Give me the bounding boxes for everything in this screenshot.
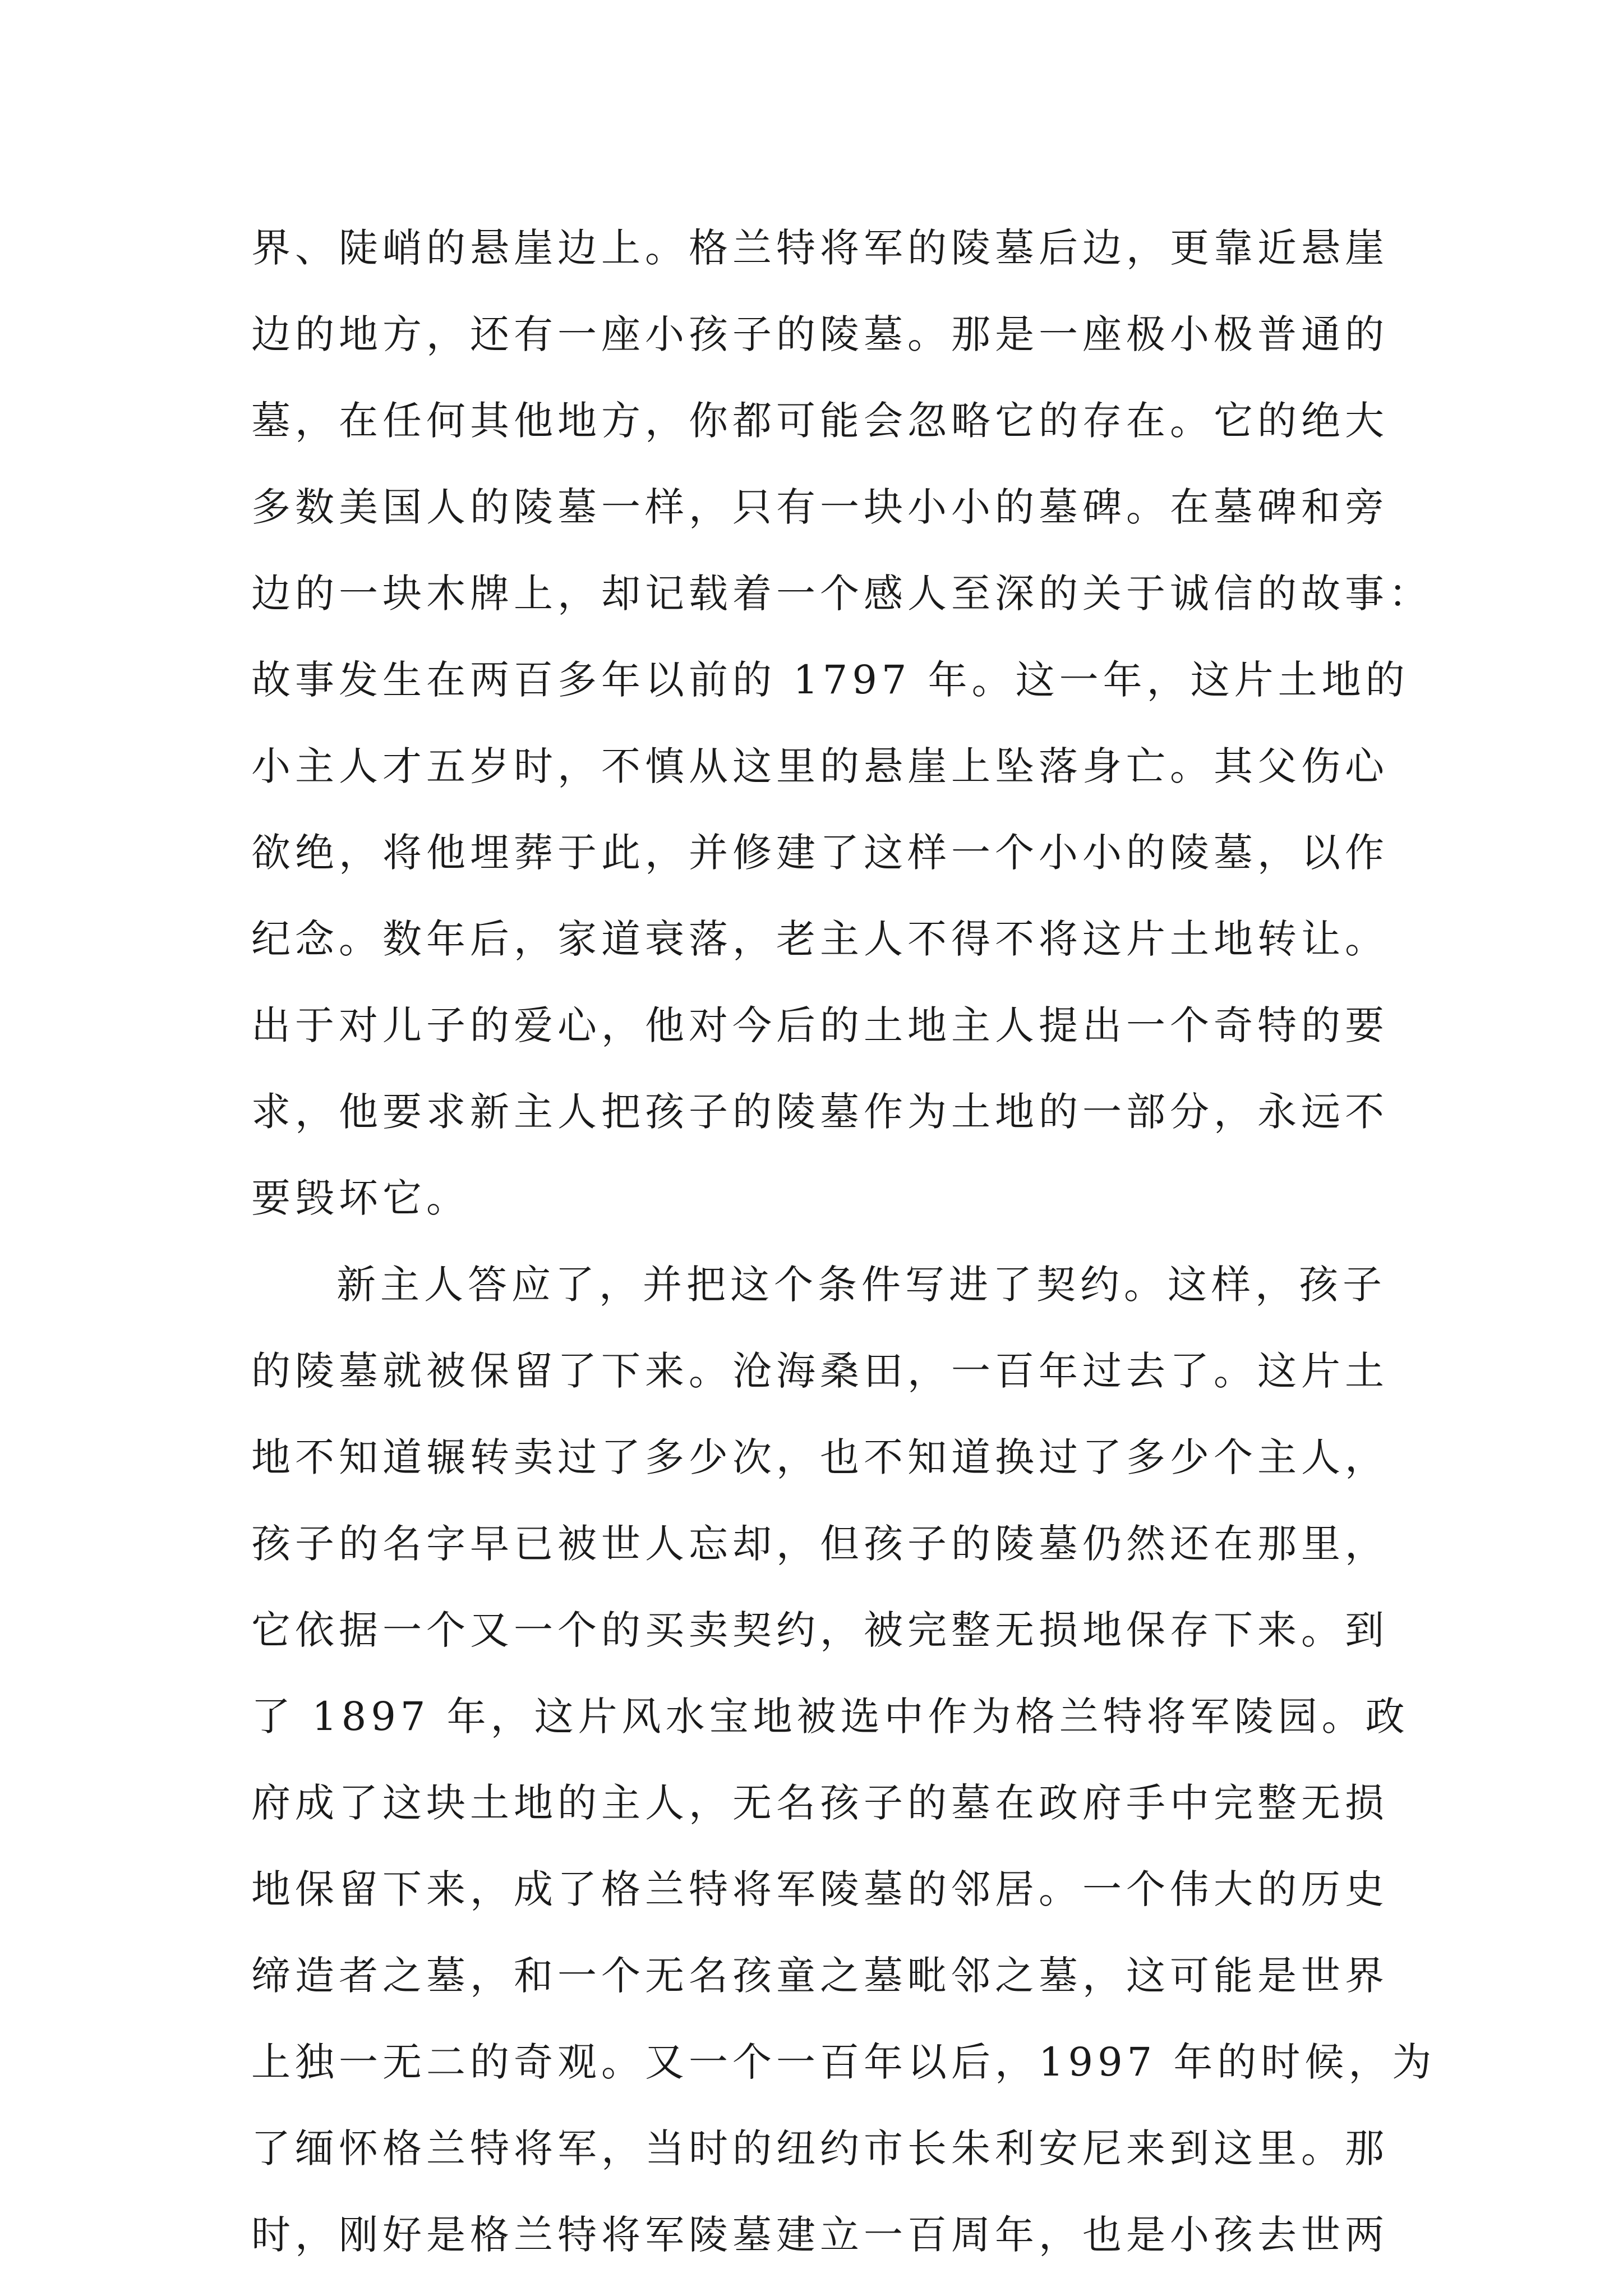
text-line: 小主人才五岁时，不慎从这里的悬崖上坠落身亡。其父伤心 [251,743,1389,789]
text-line: 纪念。数年后，家道衰落，老主人不得不将这片土地转让。 [251,916,1389,962]
text-line: 上独一无二的奇观。又一个一百年以后，1997 年的时候，为 [251,2039,1436,2085]
text-line: 孩子的名字早已被世人忘却，但孩子的陵墓仍然还在那里， [251,1521,1389,1567]
text-line: 界、陡峭的悬崖边上。格兰特将军的陵墓后边，更靠近悬崖 [251,225,1389,271]
body-text [251,205,1436,2278]
text-line: 墓，在任何其他地方，你都可能会忽略它的存在。它的绝大 [251,398,1389,444]
text-line: 多数美国人的陵墓一样，只有一块小小的墓碑。在墓碑和旁 [251,484,1389,530]
text-line: 时，刚好是格兰特将军陵墓建立一百周年，也是小孩去世两 [251,2212,1389,2258]
paragraph-start-line: 新主人答应了，并把这个条件写进了契约。这样，孩子 [336,1262,1386,1308]
text-line: 缔造者之墓，和一个无名孩童之墓毗邻之墓，这可能是世界 [251,1953,1389,1999]
text-line: 地不知道辗转卖过了多少次，也不知道换过了多少个主人， [251,1434,1389,1480]
text-line: 欲绝，将他埋葬于此，并修建了这样一个小小的陵墓，以作 [251,830,1389,876]
text-line: 了缅怀格兰特将军，当时的纽约市长朱利安尼来到这里。那 [251,2125,1389,2171]
text-line: 边的地方，还有一座小孩子的陵墓。那是一座极小极普通的 [251,311,1389,357]
text-line: 边的一块木牌上，却记载着一个感人至深的关于诚信的故事： [251,570,1432,616]
text-line: 了 1897 年，这片风水宝地被选中作为格兰特将军陵园。政 [251,1694,1409,1740]
text-line: 要毁坏它。 [251,1175,470,1221]
text-line: 求，他要求新主人把孩子的陵墓作为土地的一部分，永远不 [251,1089,1389,1135]
text-line: 它依据一个又一个的买卖契约，被完整无损地保存下来。到 [251,1607,1389,1653]
text-line: 地保留下来，成了格兰特将军陵墓的邻居。一个伟大的历史 [251,1866,1389,1912]
text-line: 的陵墓就被保留了下来。沧海桑田，一百年过去了。这片土 [251,1348,1389,1394]
text-line: 故事发生在两百多年以前的 1797 年。这一年，这片土地的 [251,657,1409,703]
text-line: 出于对儿子的爱心，他对今后的土地主人提出一个奇特的要 [251,1002,1389,1048]
text-line: 府成了这块土地的主人，无名孩子的墓在政府手中完整无损 [251,1780,1389,1826]
